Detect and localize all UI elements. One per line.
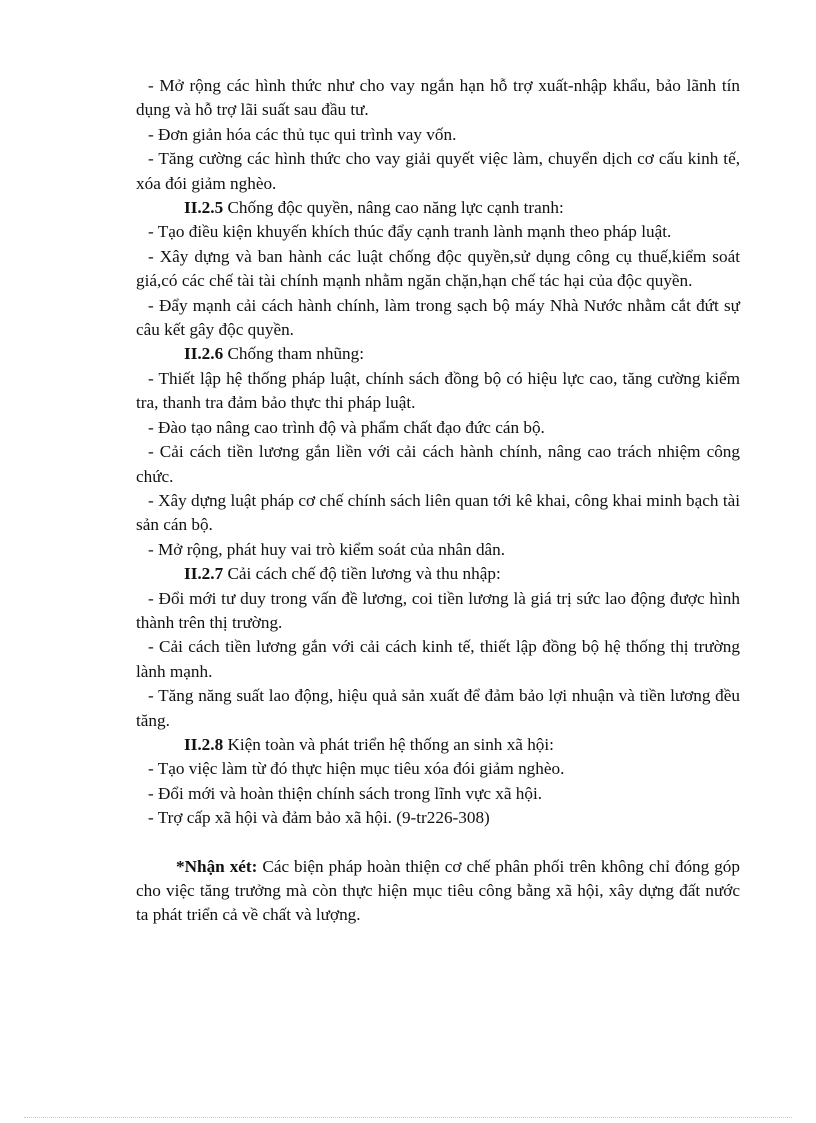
section-title: Chống độc quyền, nâng cao năng lực cạnh tranh: — [223, 198, 564, 218]
paragraph-administrative-reform: - Đẩy mạnh cải cách hành chính, làm trong sạch bộ máy Nhà Nước nhằm cắt đứt sự câu kết gây độc quyền. — [136, 295, 740, 340]
paragraph-job-creation: - Tạo việc làm từ đó thực hiện mục tiêu xóa đói giảm nghèo. — [148, 759, 565, 779]
section-number: II.2.6 — [184, 344, 224, 364]
paragraph-simplify-procedures: - Đơn giản hóa các thủ tục qui trình vay vốn. — [148, 124, 457, 144]
paragraph-legal-system: - Thiết lập hệ thống pháp luật, chính sách đồng bộ có hiệu lực cao, tăng cường kiểm tra, thanh tra đảm bảo thực thi pháp luật. — [136, 368, 740, 413]
paragraph-wage-economic-reform: - Cải cách tiền lương gắn với cải cách kinh tế, thiết lập đồng bộ hệ thống thị trường lành mạnh. — [136, 637, 740, 681]
paragraph-spacer — [136, 831, 740, 855]
paragraph-antimonopoly-laws: - Xây dựng và ban hành các luật chống độc quyền,sử dụng công cụ thuế,kiểm soát giá,có các chế tài tài chính mạnh nhằm ngăn chặn,hạn chế tác hại của độc quyền. — [136, 246, 740, 291]
section-title: Kiện toàn và phát triển hệ thống an sinh xã hội: — [223, 734, 554, 754]
paragraph-asset-declaration: - Xây dựng luật pháp cơ chế chính sách liên quan tới kê khai, công khai minh bạch tài sản cán bộ. — [136, 490, 740, 535]
paragraph-productivity: - Tăng năng suất lao động, hiệu quả sản xuất để đảm bảo lợi nhuận và tiền lương đều tăng. — [136, 686, 740, 730]
section-number: II.2.8 — [184, 734, 224, 754]
paragraph-credit-forms: - Mở rộng các hình thức như cho vay ngắn hạn hỗ trợ xuất-nhập khẩu, bảo lãnh tín dụng và hỗ trợ lãi suất sau đầu tư. — [136, 76, 740, 120]
document-page — [136, 74, 740, 928]
paragraph-fair-competition: - Tạo điều kiện khuyến khích thúc đẩy cạnh tranh lành mạnh theo pháp luật. — [148, 222, 672, 242]
paragraph-employment-loans: - Tăng cường các hình thức cho vay giải quyết việc làm, chuyển dịch cơ cấu kinh tế, xóa đói giảm nghèo. — [136, 149, 740, 193]
paragraph-wage-thinking: - Đổi mới tư duy trong vấn đề lương, coi tiền lương là giá trị sức lao động được hình thành trên thị trường. — [136, 588, 740, 632]
section-title: Chống tham nhũng: — [223, 344, 365, 364]
remark-paragraph — [136, 855, 740, 928]
section-heading-2-2-7 — [136, 562, 740, 586]
section-number: II.2.5 — [184, 198, 224, 218]
section-number: II.2.7 — [184, 564, 224, 584]
remark-text: Các biện pháp hoàn thiện cơ chế phân phối trên không chỉ đóng góp cho việc tăng trưởng mà còn thực hiện mục tiêu công bằng xã hội, xây dựng đất nước ta phát triển cả về chất và lượng. — [136, 856, 740, 925]
paragraph-social-policy: - Đổi mới và hoàn thiện chính sách trong lĩnh vực xã hội. — [148, 783, 543, 803]
paragraph-public-oversight: - Mở rộng, phát huy vai trò kiểm soát của nhân dân. — [148, 539, 506, 559]
section-heading-2-2-8 — [136, 733, 740, 757]
paragraph-staff-training: - Đào tạo nâng cao trình độ và phẩm chất đạo đức cán bộ. — [148, 417, 545, 437]
paragraph-salary-reform: - Cải cách tiền lương gắn liền với cải cách hành chính, nâng cao trách nhiệm công chức. — [136, 442, 740, 486]
section-heading-2-2-6 — [136, 342, 740, 366]
paragraph-social-assistance: - Trợ cấp xã hội và đảm bảo xã hội. (9-tr226-308) — [148, 808, 490, 828]
page-bottom-divider — [24, 1117, 792, 1118]
section-title: Cải cách chế độ tiền lương và thu nhập: — [223, 564, 501, 584]
remark-label: *Nhận xét: — [176, 856, 258, 876]
section-heading-2-2-5 — [136, 196, 740, 220]
